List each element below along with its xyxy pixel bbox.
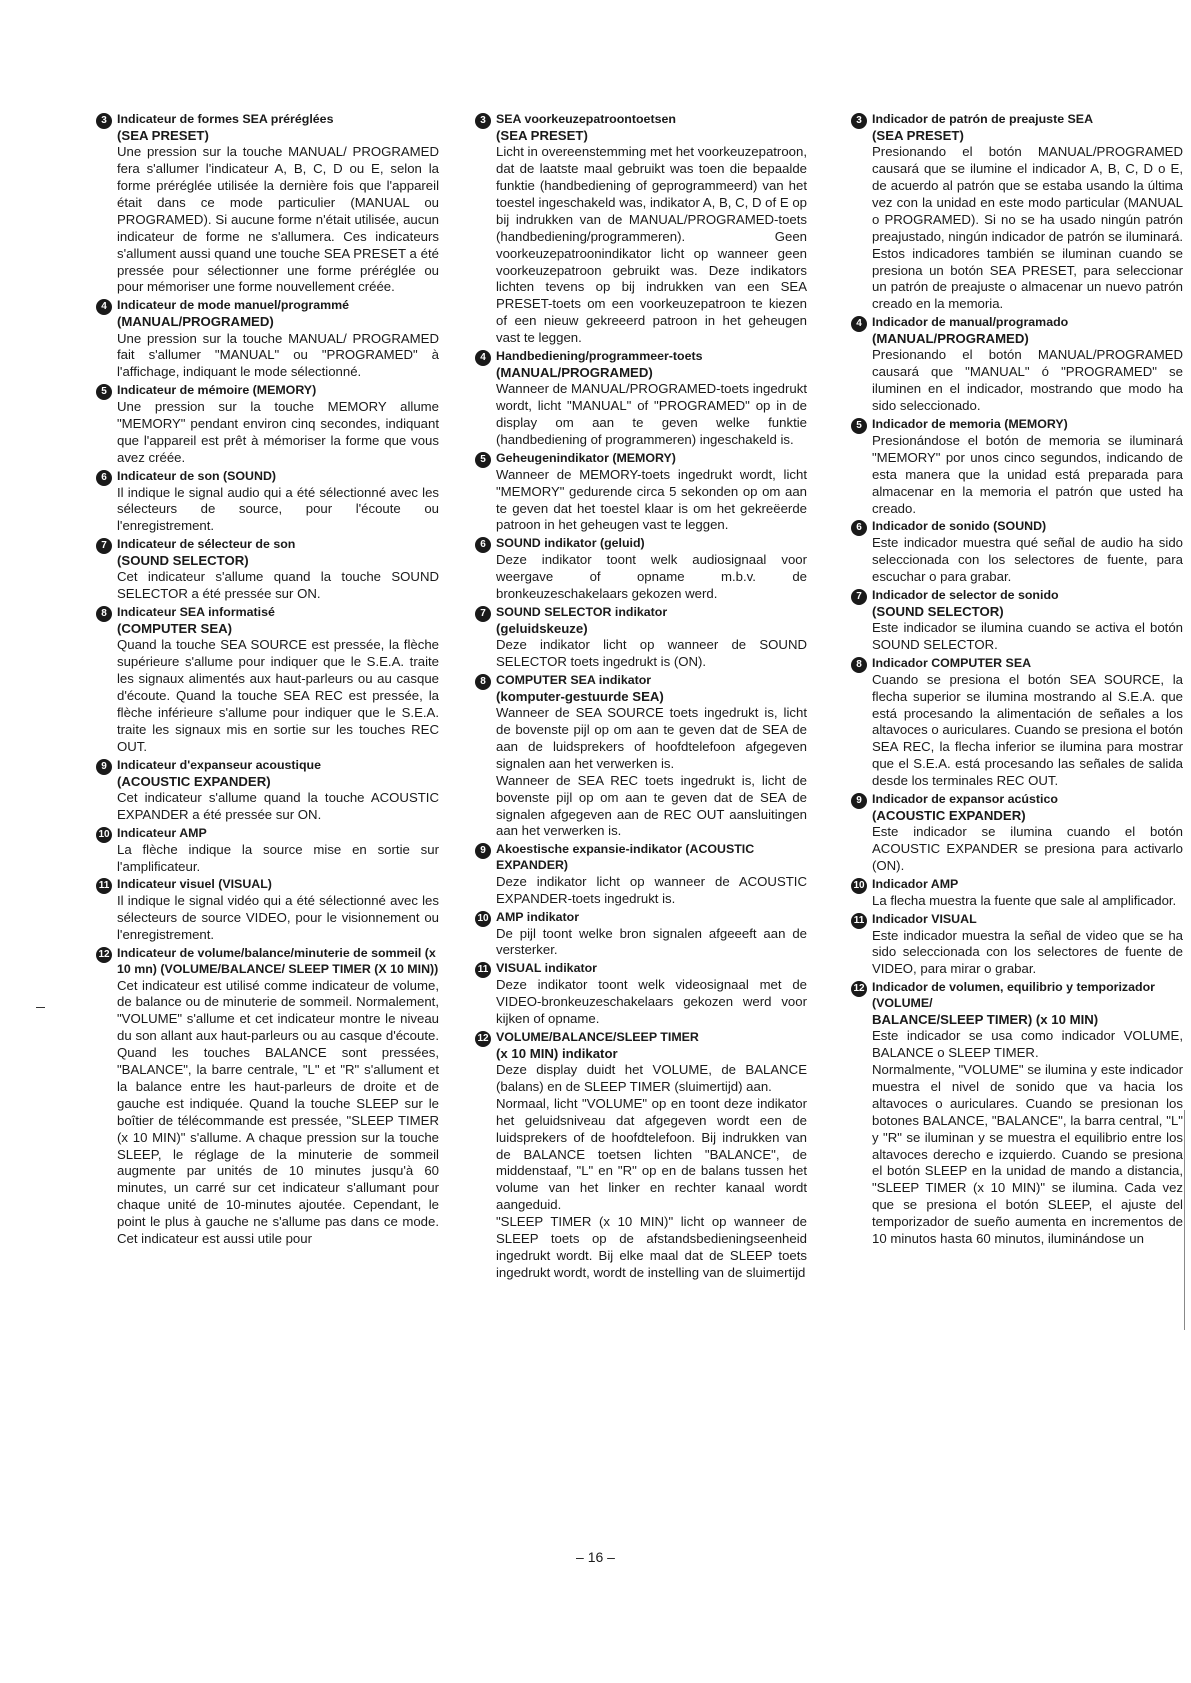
indicator-entry xyxy=(94,537,439,603)
entry-title: Indicateur de mémoire (MEMORY) xyxy=(117,383,317,398)
item-number-badge: 8 xyxy=(475,674,491,690)
entry-subtitle: (ACOUSTIC EXPANDER) xyxy=(872,807,1026,823)
item-number-badge: 12 xyxy=(96,947,112,963)
entry-body: Une pression sur la touche MANUAL/ PROGRAMED fera s'allumer l'indicateur A, B, C, D ou E, selon la forme préréglée utilisée la dernière fois que l'appareil était dans ce mode particulier (MANUAL ou PROGRAMED). Si aucune forme n'était utilisée, aucun indicateur de forme ne s'allumera. Ces indicateurs s'allument aussi quand une touche SEA PRESET a été pressée pour sélectionner une forme préréglée ou pour mémoriser une forme nouvellement créée. xyxy=(117,144,439,295)
item-number-badge: 11 xyxy=(96,878,112,894)
page-number: – 16 – xyxy=(576,1549,615,1565)
entry-title: VOLUME/BALANCE/SLEEP TIMER xyxy=(496,1029,699,1044)
entry-subtitle: (SOUND SELECTOR) xyxy=(117,553,249,569)
indicator-entry xyxy=(849,656,1183,790)
entry-title: SOUND SELECTOR indikator xyxy=(496,604,668,619)
entry-subtitle: (komputer-gestuurde SEA) xyxy=(496,688,664,704)
entry-subtitle: (x 10 MIN) indikator xyxy=(496,1045,618,1061)
indicator-entry xyxy=(473,910,807,960)
entry-title: Indicateur AMP xyxy=(117,825,207,840)
entry-subtitle: (COMPUTER SEA) xyxy=(117,621,233,637)
entry-body: Wanneer de MEMORY-toets ingedrukt wordt, licht "MEMORY" gedurende circa 5 sekonden op om aan te geven dat het toestel klaar is om het gekreëerde patroon in het geheugen vast te leggen. xyxy=(496,466,807,533)
indicator-entry xyxy=(473,842,807,907)
entry-subtitle: (SEA PRESET) xyxy=(117,127,209,143)
indicator-entry xyxy=(94,758,439,824)
item-number-badge: 4 xyxy=(851,316,867,332)
entry-body: Cet indicateur est utilisé comme indicateur de volume, de balance ou de minuterie de sommeil. Normalement, "VOLUME" s'allume et cet indicateur montre le niveau du son allant aux haut-parleurs ou au casque d'écoute. Quand les touches BALANCE sont pressées, "BALANCE", la barre centrale, "L" et "R" s'allument et la balance entre les haut-parleurs de droite et de gauche est indiquée. Quand la touche SLEEP sur le boîtier de télécommande est pressée, "SLEEP TIMER (x 10 MIN)" s'allume. A chaque pression sur la touche SLEEP, le réglage de la minuterie de sommeil augmente par unités de 10 minutes jusqu'à 60 minutes, un carré sur cet indicateur s'allumant pour chaque unité de 10-minutes ajoutée. Cependant, le point le plus à gauche ne s'allume pas dans ce mode. Cet indicateur est aussi utile pour xyxy=(117,977,439,1247)
item-number-badge: 3 xyxy=(475,113,491,129)
entry-body: Deze display duidt het VOLUME, de BALANCE (balans) en de SLEEP TIMER (sluimertijd) aan. xyxy=(496,1062,807,1094)
entry-subtitle: (ACOUSTIC EXPANDER) xyxy=(117,773,271,789)
item-number-badge: 6 xyxy=(851,520,867,536)
entry-title: Indicateur d'expanseur acoustique xyxy=(117,757,322,772)
entry-title: Akoestische expansie-indikator (ACOUSTIC EXPANDER) xyxy=(496,842,755,873)
indicator-entry xyxy=(473,605,807,671)
entry-title: Indicador de volumen, equilibrio y temporizador (VOLUME/ xyxy=(872,980,1155,1011)
entry-subtitle: (SOUND SELECTOR) xyxy=(872,603,1004,619)
entry-title: Indicateur SEA informatisé xyxy=(117,605,275,620)
entry-body: Il indique le signal vidéo qui a été sélectionné avec les sélecteurs de source VIDEO, pour le visionnement ou l'enregistrement. xyxy=(117,893,439,943)
entry-body: La flecha muestra la fuente que sale al amplificador. xyxy=(872,892,1177,908)
entry-body: Deze indikator licht op wanneer de ACOUSTIC EXPANDER-toets ingedrukt is. xyxy=(496,873,807,906)
indicator-entry xyxy=(473,536,807,603)
indicator-entry xyxy=(473,1030,807,1282)
entry-title: Handbediening/programmeer-toets xyxy=(496,349,703,364)
entry-body: Une pression sur la touche MANUAL/ PROGRAMED fait s'allumer "MANUAL" ou "PROGRAMED" à l'affichage, indiquant le mode sélectionné. xyxy=(117,330,439,380)
indicator-entry xyxy=(849,912,1183,979)
entry-body: De pijl toont welke bron signalen afgeeeft aan de versterker. xyxy=(496,925,807,958)
entry-body: Este indicador muestra la señal de video que se ha sido seleccionada con los selectores de fuente de VIDEO, para mirar o grabar. xyxy=(872,927,1183,977)
scan-mark xyxy=(1184,1110,1185,1330)
item-number-badge: 9 xyxy=(851,793,867,809)
entry-subtitle: (MANUAL/PROGRAMED) xyxy=(496,364,653,380)
indicator-entry xyxy=(473,451,807,534)
entry-body: Wanneer de MANUAL/PROGRAMED-toets ingedrukt wordt, licht "MANUAL" of "PROGRAMED" op in de display om aan te geven welke funktie (handbediening of programmeren) ingeschakeld is. xyxy=(496,381,807,447)
item-number-badge: 7 xyxy=(475,606,491,622)
item-number-badge: 10 xyxy=(851,878,867,894)
item-number-badge: 5 xyxy=(475,452,491,468)
entry-title: Indicateur de mode manuel/programmé xyxy=(117,298,350,313)
column-french xyxy=(94,112,439,1250)
entry-body: Presionando el botón MANUAL/PROGRAMED causará que "MANUAL" ó "PROGRAMED" se iluminen en el indicador, mostrando que modo ha sido seleccionado. xyxy=(872,347,1183,414)
item-number-badge: 3 xyxy=(851,113,867,129)
entry-body: Quand la touche SEA SOURCE est pressée, la flèche supérieure s'allume pour indiquer que le S.E.A. traite les signaux alimentés aux haut-parleurs ou au casque d'écoute. Quand la touche SEA REC est pressée, la flèche inférieure s'allume pour indiquer que le S.E.A. traite les signaux mis en sortie sur les touches REC OUT. xyxy=(117,637,439,754)
entry-body: Este indicador se usa como indicador VOLUME, BALANCE o SLEEP TIMER. xyxy=(872,1028,1183,1061)
entry-body: Presionando el botón MANUAL/PROGRAMED causará que se ilumine el indicador A, B, C, D o E, de acuerdo al patrón que se estaba usando la última vez con la unidad en este modo particular (MANUAL o PROGRAMED). Si no se ha usado ningún patrón preajustado, ningún indicador de patrón se iluminará. Estos indicadores también se iluminan cuando se presiona un botón SEA PRESET, para seleccionar un patrón de preajuste o almacenar un nuevo patrón creado en la memoria. xyxy=(872,144,1183,312)
entry-title: Indicateur de sélecteur de son xyxy=(117,537,296,552)
item-number-badge: 9 xyxy=(475,843,491,859)
entry-title: Indicador de sonido (SOUND) xyxy=(872,519,1047,534)
indicator-entry xyxy=(473,673,807,840)
indicator-entry xyxy=(849,792,1183,875)
entry-title: Indicador de patrón de preajuste SEA xyxy=(872,112,1094,126)
entry-title: Indicateur de son (SOUND) xyxy=(117,468,277,483)
entry-body: Este indicador se ilumina cuando el botón ACOUSTIC EXPANDER se presiona para activarlo (ON). xyxy=(872,824,1183,874)
indicator-entry xyxy=(94,946,439,1248)
item-number-badge: 3 xyxy=(96,113,112,129)
column-dutch xyxy=(473,112,807,1284)
item-number-badge: 11 xyxy=(475,962,491,978)
entry-subtitle: BALANCE/SLEEP TIMER) (x 10 MIN) xyxy=(872,1011,1099,1027)
item-number-badge: 12 xyxy=(851,981,867,997)
entry-subtitle: (MANUAL/PROGRAMED) xyxy=(117,314,274,330)
entry-subtitle: (SEA PRESET) xyxy=(872,127,964,143)
entry-title: AMP indikator xyxy=(496,909,580,924)
indicator-entry xyxy=(94,605,439,756)
item-number-badge: 11 xyxy=(851,913,867,929)
scan-mark xyxy=(36,1007,45,1008)
indicator-entry xyxy=(94,877,439,944)
indicator-entry xyxy=(849,588,1183,654)
item-number-badge: 6 xyxy=(96,470,112,486)
indicator-entry xyxy=(849,877,1183,910)
indicator-entry xyxy=(849,519,1183,586)
entry-body: Il indique le signal audio qui a été sélectionné avec les sélecteurs de source, pour l'écoute ou l'enregistrement. xyxy=(117,484,439,534)
entry-body: Wanneer de SEA SOURCE toets ingedrukt is, licht de bovenste pijl op om aan te geven dat de SEA de aan de luidsprekers of hoofdtelefoon afgegeven signalen aan het verwerken is. xyxy=(496,705,807,771)
indicator-entry xyxy=(94,298,439,381)
indicator-entry xyxy=(849,980,1183,1248)
entry-body: Cuando se presiona el botón SEA SOURCE, la flecha superior se ilumina mostrando al S.E.A. que está procesando la alimentación de señales a los altavoces o auriculares. Cuando se presiona el botón SEA REC, la flecha inferior se ilumina para mostrar que el S.E.A. está procesando las señales de salida desde los terminales REC OUT. xyxy=(872,671,1183,789)
entry-title: Indicateur visuel (VISUAL) xyxy=(117,877,272,892)
entry-body: Licht in overeenstemming met het voorkeuzepatroon, dat de laatste maal gebruikt was toen die bepaalde funktie (handbediening of geprogrammeerd) van het toestel ingeschakeld was, indikator A, B, C, D of E op bij indrukken van de MANUAL/PROGRAMED-toets (handbediening/programmeren). Geen voorkeuzepatroonindikator licht op wanneer geen voorkeuzepatroon gebruikt was. Deze indikators lichten tevens op bij indrukken van een SEA PRESET-toets om een voorkeuzepatroon te kiezen of een nieuw gekreeerd patroon in het geheugen vast te leggen. xyxy=(496,144,807,346)
indicator-entry xyxy=(94,826,439,876)
item-number-badge: 6 xyxy=(475,537,491,553)
entry-body: Este indicador muestra qué señal de audio ha sido seleccionada con los selectores de fuente, para escuchar o para grabar. xyxy=(872,535,1183,585)
entry-subtitle: (geluidskeuze) xyxy=(496,620,588,636)
item-number-badge: 12 xyxy=(475,1031,491,1047)
item-number-badge: 10 xyxy=(475,911,491,927)
entry-title: Indicador VISUAL xyxy=(872,911,977,926)
indicator-entry xyxy=(94,383,439,466)
indicator-entry xyxy=(849,417,1183,517)
entry-title: Indicador de memoria (MEMORY) xyxy=(872,417,1068,432)
indicator-entry xyxy=(849,315,1183,415)
item-number-badge: 5 xyxy=(851,418,867,434)
entry-body: Cet indicateur s'allume quand la touche ACOUSTIC EXPANDER a été pressée sur ON. xyxy=(117,789,439,822)
item-number-badge: 8 xyxy=(96,606,112,622)
indicator-entry xyxy=(473,349,807,449)
item-number-badge: 4 xyxy=(96,299,112,315)
item-number-badge: 7 xyxy=(851,589,867,605)
entry-title: Indicateur de formes SEA préréglées xyxy=(117,112,334,126)
entry-body: Presionándose el botón de memoria se iluminará "MEMORY" por unos cinco segundos, indicando de esta manera que la unidad está preparada para almacenar en la memoria el patrón que usted ha creado. xyxy=(872,432,1183,516)
entry-body: Wanneer de SEA REC toets ingedrukt is, licht de bovenste pijl op om aan te geven dat de SEA de signalen afgegeven aan de REC OUT aansluitingen aan het verwerken is. xyxy=(496,772,807,839)
entry-title: Indicateur de volume/balance/minuterie de sommeil (x 10 mn) (VOLUME/BALANCE/ SLEEP TIMER (X 10 MIN)) xyxy=(117,945,439,976)
entry-body: "SLEEP TIMER (x 10 MIN)" licht op wanneer de SLEEP toets op de afstandsbedieningseenheid ingedrukt wordt. Bij elke maal dat de SLEEP toets ingedrukt wordt, wordt de instelling van de sluimertijd xyxy=(496,1214,807,1280)
entry-body: Normalmente, "VOLUME" se ilumina y este indicador muestra el nivel de sonido que va hacia los altavoces o auriculares. Cuando se presionan los botones BALANCE, "BALANCE", la barra central, "L" y "R" se iluminan y se muestra el equilibrio entre los altavoces derecho e izquierdo. Cuando se presiona el botón SLEEP en la unidad de mando a distancia, "SLEEP TIMER (x 10 MIN)" se ilumina. Cada vez que se presiona el botón SLEEP, el ajuste del temporizador de sueño aumenta en incrementos de 10 minutos hasta 60 minutos, iluminándose un xyxy=(872,1062,1183,1247)
entry-body: Deze indikator toont welk audiosignaal voor weergave of opname m.b.v. de bronkeuzeschakelaars gekozen werd. xyxy=(496,552,807,601)
entry-title: Indicador AMP xyxy=(872,877,959,892)
entry-title: Geheugenindikator (MEMORY) xyxy=(496,450,676,465)
item-number-badge: 4 xyxy=(475,350,491,366)
indicator-entry xyxy=(94,112,439,296)
item-number-badge: 8 xyxy=(851,657,867,673)
entry-title: Indicador de selector de sonido xyxy=(872,587,1059,602)
entry-subtitle: (SEA PRESET) xyxy=(496,127,588,143)
entry-title: SEA voorkeuzepatroontoetsen xyxy=(496,112,676,126)
entry-title: Indicador de expansor acústico xyxy=(872,792,1058,807)
entry-body: Este indicador se ilumina cuando se activa el botón SOUND SELECTOR. xyxy=(872,620,1183,653)
entry-body: La flèche indique la source mise en sortie sur l'amplificateur. xyxy=(117,841,439,874)
entry-title: SOUND indikator (geluid) xyxy=(496,536,645,551)
indicator-entry xyxy=(849,112,1183,313)
entry-title: Indicador de manual/programado xyxy=(872,315,1069,330)
entry-title: Indicador COMPUTER SEA xyxy=(872,655,1032,670)
item-number-badge: 10 xyxy=(96,827,112,843)
column-spanish xyxy=(849,112,1183,1250)
item-number-badge: 9 xyxy=(96,759,112,775)
indicator-entry xyxy=(94,469,439,536)
item-number-badge: 5 xyxy=(96,384,112,400)
entry-title: VISUAL indikator xyxy=(496,961,597,976)
entry-body: Normaal, licht "VOLUME" op en toont deze indikator het geluidsniveau dat afgegeven wordt een de luidsprekers of de hoofdtelefoon. Bij indrukken van de BALANCE toetsen lichten "BALANCE", de middenstaaf, "L" en "R" op en de balans tussen het volume van het linker en rechter kanaal wordt aangeduid. xyxy=(496,1095,807,1213)
indicator-entry xyxy=(473,961,807,1028)
entry-body: Deze indikator licht op wanneer de SOUND SELECTOR toets ingedrukt is (ON). xyxy=(496,637,807,669)
entry-body: Une pression sur la touche MEMORY allume "MEMORY" pendant environ cinq secondes, indiquant que l'appareil est prêt à mémoriser la forme que vous avez créée. xyxy=(117,399,439,465)
item-number-badge: 7 xyxy=(96,538,112,554)
entry-body: Cet indicateur s'allume quand la touche SOUND SELECTOR a été pressée sur ON. xyxy=(117,569,439,602)
entry-title: COMPUTER SEA indikator xyxy=(496,672,652,687)
entry-subtitle: (MANUAL/PROGRAMED) xyxy=(872,331,1029,347)
indicator-entry xyxy=(473,112,807,347)
entry-body: Deze indikator toont welk videosignaal met de VIDEO-bronkeuzeschakelaars gekozen werd voor kijken of opname. xyxy=(496,977,807,1026)
